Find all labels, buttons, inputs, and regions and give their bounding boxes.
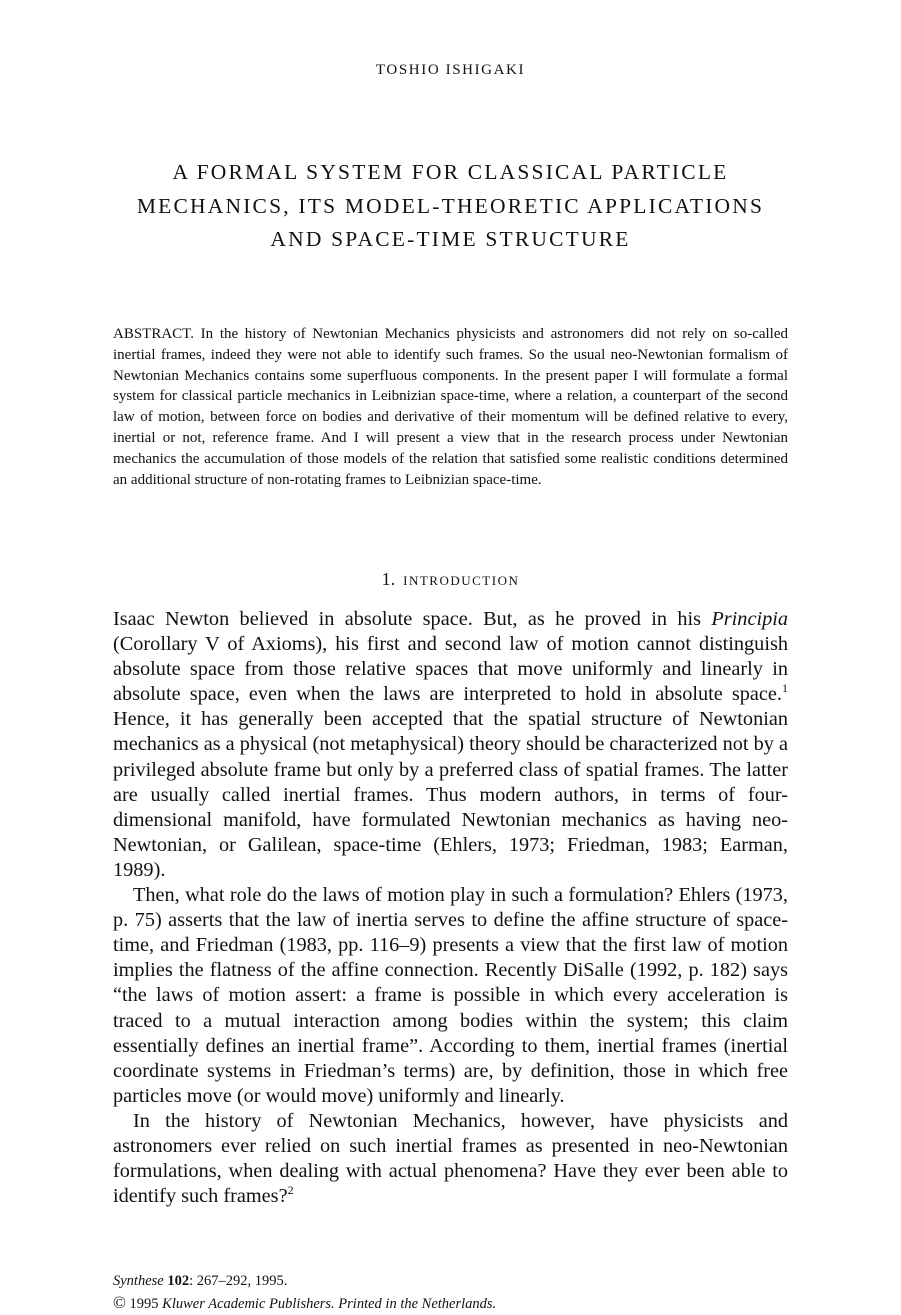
paragraph-3 [113, 1109, 788, 1209]
copyright-year: 1995 [129, 1296, 159, 1312]
section-heading [0, 569, 901, 590]
paragraph-1-text-a: Isaac Newton believed in absolute space. But, as he proved in his [113, 608, 702, 630]
section-number: 1. [381, 569, 396, 589]
journal-name: Synthese [113, 1273, 164, 1289]
section-title: INTRODUCTION [403, 573, 520, 588]
footnote-ref-2[interactable]: 2 [287, 1183, 294, 1198]
paragraph-1 [113, 607, 788, 883]
footnote-ref-1[interactable]: 1 [782, 681, 788, 696]
abstract-label: ABSTRACT. [113, 326, 194, 342]
paper-title [80, 156, 821, 257]
paragraph-3-text: In the history of Newtonian Mechanics, however, have physicists and astronomers ever relied on such inertial frames as presented in neo-Newtonian formulations, when dealing with actual phenomena? Have they ever been able to identify such frames? [113, 1109, 788, 1208]
copyright-line [113, 1292, 788, 1315]
abstract-text: In the history of Newtonian Mechanics physicists and astronomers did not rely on so-called inertial frames, indeed they were not able to identify such frames. So the usual neo-Newtonian formalism of Newtonian Mechanics contains some superfluous components. In the present paper I will formulate a formal system for classical particle mechanics in Leibnizian space-time, where a relation, a counterpart of the second law of motion, between force on bodies and derivative of their momentum will be defined relative to every, inertial or not, reference frame. And I will present a view that in the research process under Newtonian mechanics the accumulation of those models of the relation that satisfied some realistic conditions determined an additional structure of non-rotating frames to Leibnizian space-time. [113, 326, 789, 488]
citation-line [113, 1271, 788, 1292]
body-text [113, 607, 788, 1209]
paragraph-1-text-c: Hence, it has generally been accepted that the spatial structure of Newtonian mechanics as a physical (not metaphysical) theory should be characterized not by a privileged absolute frame but only by a preferred class of spatial frames. The latter are usually called inertial frames. Thus modern authors, in terms of four-dimensional manifold, have formulated Newtonian mechanics as having neo-Newtonian, or Galilean, space-time (Ehlers, 1973; Friedman, 1983; Earman, 1989). [113, 708, 788, 881]
abstract [113, 324, 788, 490]
author-name: TOSHIO ISHIGAKI [375, 62, 526, 78]
title-line-2: MECHANICS, ITS MODEL-THEORETIC APPLICATIONS [136, 193, 765, 218]
title-line-1: A FORMAL SYSTEM FOR CLASSICAL PARTICLE [172, 160, 729, 184]
journal-pages: : 267–292, 1995. [189, 1273, 288, 1289]
publisher-text: Kluwer Academic Publishers. Printed in the Netherlands. [162, 1296, 497, 1312]
title-line-3: AND SPACE-TIME STRUCTURE [270, 227, 631, 251]
journal-volume: 102 [167, 1273, 190, 1289]
page-footer [113, 1271, 788, 1315]
principia-title: Principia [711, 608, 788, 630]
paragraph-2: Then, what role do the laws of motion play in such a formulation? Ehlers (1973, p. 75) asserts that the law of inertia serves to define the affine structure of space-time, and Friedman (1983, pp. 116–9) presents a view that the first law of motion implies the flatness of the affine connection. Recently DiSalle (1992, p. 182) says “the laws of motion assert: a frame is possible in which every acceleration is traced to a mutual interaction among bodies within the system; this claim essentially defines an inertial frame”. According to them, inertial frames (inertial coordinate systems in Friedman’s terms) are, by definition, those in which free particles move (or would move) uniformly and linearly. [113, 884, 788, 1107]
copyright-icon: © [113, 1293, 126, 1312]
paragraph-1-text-b: (Corollary V of Axioms), his first and second law of motion cannot distinguish absolute space from those relative spaces that move uniformly and linearly in absolute space, even when the laws are interpreted to hold in absolute space. [113, 633, 788, 706]
